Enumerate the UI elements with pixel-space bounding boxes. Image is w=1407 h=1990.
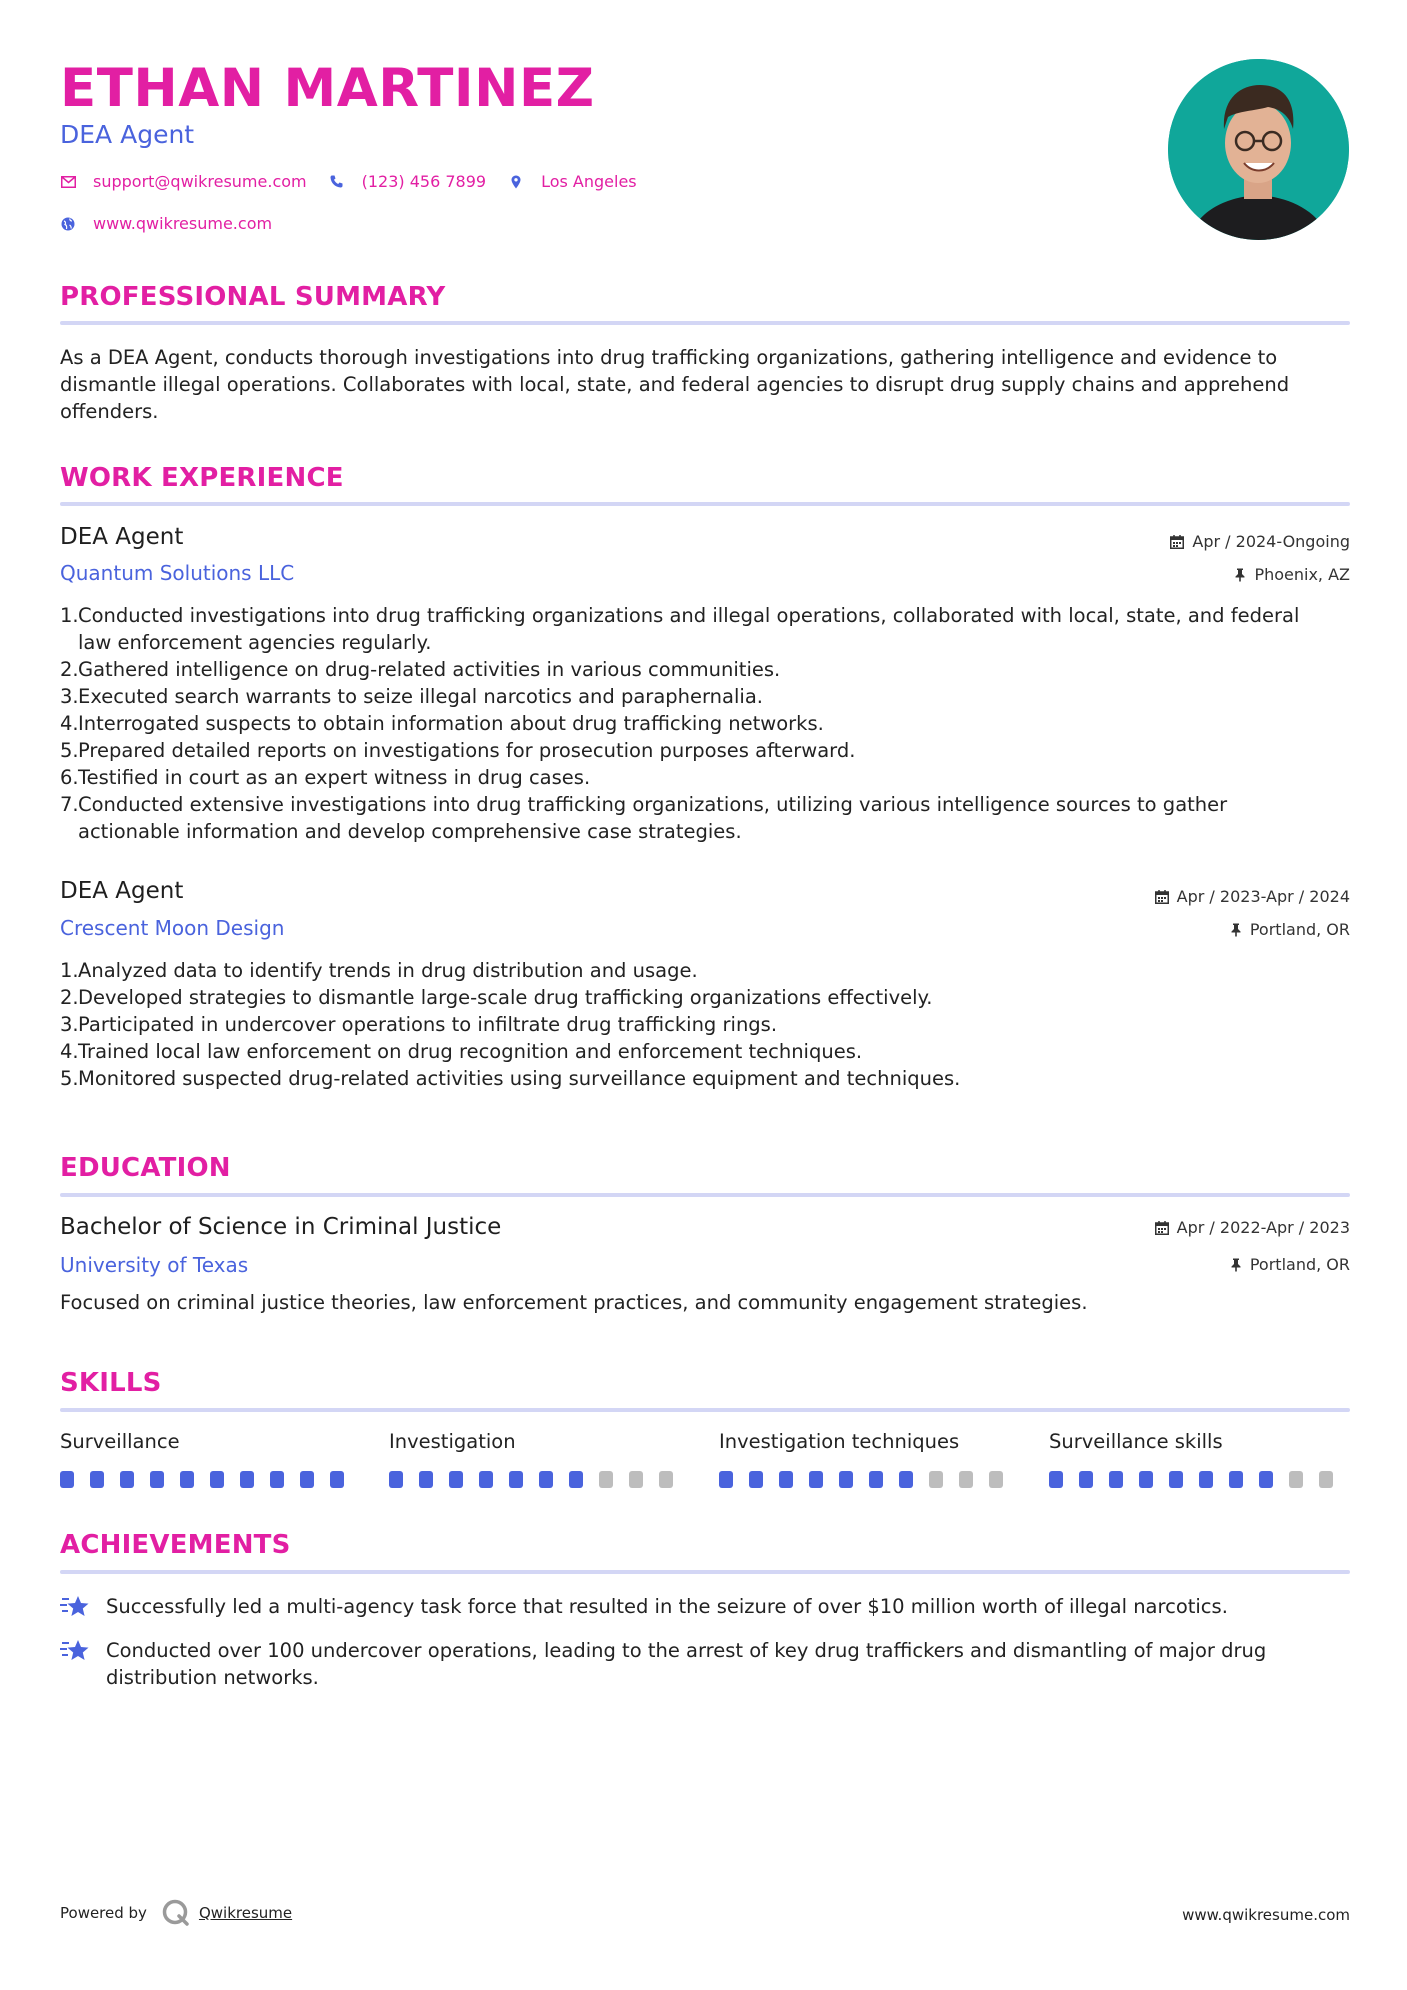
skill-level-dot — [989, 1471, 1003, 1488]
skill-level-dot — [749, 1471, 763, 1488]
candidate-title: DEA Agent — [60, 120, 195, 149]
star-icon — [60, 1593, 92, 1620]
skill-level-dot — [1259, 1471, 1273, 1488]
list-item: 5. Monitored suspected drug-related activities using surveillance equipment and techniques. — [60, 1067, 961, 1090]
skill-level-dot — [929, 1471, 943, 1488]
pushpin-icon — [1230, 923, 1242, 937]
skill-level-dot — [1199, 1471, 1213, 1488]
skill-level-dot — [210, 1471, 224, 1488]
skill-level-dot — [419, 1471, 433, 1488]
skill-level-dot — [899, 1471, 913, 1488]
contact-location — [508, 172, 637, 191]
skill-level-meter — [389, 1471, 689, 1488]
contact-email[interactable] — [60, 172, 307, 191]
skill-item — [719, 1430, 1019, 1488]
footer-powered-by — [60, 1898, 292, 1928]
job-dates-text: Apr / 2023-Apr / 2024 — [1176, 887, 1350, 906]
powered-by-label: Powered by — [60, 1904, 147, 1922]
skill-level-dot — [1169, 1471, 1183, 1488]
achievements-heading: ACHIEVEMENTS — [60, 1530, 291, 1560]
skill-level-dot — [90, 1471, 104, 1488]
calendar-icon — [1170, 535, 1184, 549]
degree-title: Bachelor of Science in Criminal Justice — [60, 1214, 502, 1240]
contact-website[interactable] — [60, 214, 272, 233]
email-text: support@qwikresume.com — [93, 172, 307, 191]
education-dates — [1155, 1218, 1350, 1237]
skill-level-meter — [60, 1471, 360, 1488]
summary-heading: PROFESSIONAL SUMMARY — [60, 282, 446, 312]
skill-level-dot — [120, 1471, 134, 1488]
company-name: Crescent Moon Design — [60, 916, 285, 940]
skill-level-dot — [60, 1471, 74, 1488]
skill-name: Investigation techniques — [719, 1430, 960, 1453]
skill-level-dot — [1229, 1471, 1243, 1488]
skills-heading: SKILLS — [60, 1368, 162, 1398]
section-divider — [60, 1570, 1350, 1574]
skill-level-dot — [1079, 1471, 1093, 1488]
achievement-text: Conducted over 100 undercover operations, leading to the arrest of key drug traffickers and dismantling of major drug distribution networks. — [106, 1639, 1267, 1689]
skill-level-dot — [389, 1471, 403, 1488]
skill-level-dot — [539, 1471, 553, 1488]
list-item: 4. Trained local law enforcement on drug recognition and enforcement techniques. — [60, 1040, 863, 1063]
list-item: 3. Participated in undercover operations to infiltrate drug trafficking rings. — [60, 1013, 778, 1036]
skill-name: Surveillance skills — [1049, 1430, 1223, 1453]
job-location-text: Portland, OR — [1249, 920, 1350, 939]
section-divider — [60, 321, 1350, 325]
experience-heading: WORK EXPERIENCE — [60, 463, 344, 493]
location-text: Los Angeles — [541, 172, 637, 191]
skill-level-meter — [1049, 1471, 1349, 1488]
list-item: 7. Conducted extensive investigations into drug trafficking organizations, utilizing various intelligence sources to gather actionable information and develop comprehensive case strategies. — [60, 793, 1228, 843]
skill-item — [60, 1430, 360, 1488]
skill-level-dot — [719, 1471, 733, 1488]
education-location — [1230, 1255, 1350, 1274]
skill-level-dot — [959, 1471, 973, 1488]
skill-level-dot — [330, 1471, 344, 1488]
contact-row — [60, 172, 659, 191]
skill-level-dot — [779, 1471, 793, 1488]
skill-level-dot — [270, 1471, 284, 1488]
job-dates — [1155, 887, 1350, 906]
school-name: University of Texas — [60, 1253, 249, 1277]
contact-phone[interactable] — [329, 172, 486, 191]
achievement-text: Successfully led a multi-agency task force that resulted in the seizure of over $10 million worth of illegal narcotics. — [106, 1595, 1228, 1618]
star-icon — [60, 1637, 92, 1664]
globe-icon — [60, 216, 76, 232]
skill-level-dot — [809, 1471, 823, 1488]
education-location-text: Portland, OR — [1249, 1255, 1350, 1274]
candidate-name: ETHAN MARTINEZ — [60, 58, 595, 119]
skill-level-dot — [629, 1471, 643, 1488]
skill-level-dot — [659, 1471, 673, 1488]
skill-level-dot — [569, 1471, 583, 1488]
skill-item — [1049, 1430, 1349, 1488]
list-item: 5. Prepared detailed reports on investigations for prosecution purposes afterward. — [60, 739, 856, 762]
list-item: 4. Interrogated suspects to obtain information about drug trafficking networks. — [60, 712, 824, 735]
skill-level-dot — [150, 1471, 164, 1488]
skill-level-dot — [839, 1471, 853, 1488]
skill-level-dot — [1049, 1471, 1063, 1488]
skill-level-dot — [240, 1471, 254, 1488]
skill-level-dot — [1319, 1471, 1333, 1488]
skill-level-dot — [479, 1471, 493, 1488]
achievement-item — [60, 1637, 1350, 1691]
skill-level-dot — [1139, 1471, 1153, 1488]
envelope-icon — [60, 174, 76, 190]
phone-text: (123) 456 7899 — [361, 172, 487, 191]
qwikresume-logo-icon — [161, 1898, 191, 1928]
job-dates — [1170, 532, 1350, 551]
list-item: 2. Developed strategies to dismantle large-scale drug trafficking organizations effectively. — [60, 986, 933, 1009]
job-location — [1230, 920, 1350, 939]
website-text: www.qwikresume.com — [93, 214, 273, 233]
job-title: DEA Agent — [60, 524, 184, 550]
job-location-text: Phoenix, AZ — [1254, 565, 1350, 584]
company-name: Quantum Solutions LLC — [60, 561, 295, 585]
section-divider — [60, 502, 1350, 506]
education-dates-text: Apr / 2022-Apr / 2023 — [1176, 1218, 1350, 1237]
skill-level-meter — [719, 1471, 1019, 1488]
list-item: 1. Conducted investigations into drug trafficking organizations and illegal operations, collaborated with local, state, and federal law enforcement agencies regularly. — [60, 604, 1300, 654]
skill-level-dot — [180, 1471, 194, 1488]
skill-item — [389, 1430, 689, 1488]
map-pin-icon — [508, 174, 524, 190]
profile-photo — [1168, 59, 1349, 240]
skill-level-dot — [869, 1471, 883, 1488]
skill-level-dot — [300, 1471, 314, 1488]
list-item: 1. Analyzed data to identify trends in drug distribution and usage. — [60, 959, 698, 982]
skill-level-dot — [1109, 1471, 1123, 1488]
qwikresume-link[interactable]: Qwikresume — [198, 1904, 293, 1922]
skill-level-dot — [449, 1471, 463, 1488]
pushpin-icon — [1234, 568, 1246, 582]
calendar-icon — [1155, 890, 1169, 904]
section-divider — [60, 1408, 1350, 1412]
summary-text: As a DEA Agent, conducts thorough investigations into drug trafficking organizations, gathering intelligence and evidence to dismantle illegal operations. Collaborates with local, state, and federal agencies to disrupt drug supply chains and apprehend offenders. — [60, 346, 1290, 423]
phone-icon — [329, 174, 345, 190]
education-heading: EDUCATION — [60, 1153, 231, 1183]
job-location — [1234, 565, 1350, 584]
skill-level-dot — [599, 1471, 613, 1488]
skill-level-dot — [509, 1471, 523, 1488]
pushpin-icon — [1230, 1258, 1242, 1272]
skill-level-dot — [1289, 1471, 1303, 1488]
section-divider — [60, 1193, 1350, 1197]
list-item: 2. Gathered intelligence on drug-related activities in various communities. — [60, 658, 781, 681]
job-bullets — [60, 957, 1310, 1092]
achievement-item — [60, 1593, 1350, 1620]
education-description: Focused on criminal justice theories, law enforcement practices, and community engagement strategies. — [60, 1291, 1088, 1314]
contact-row-2 — [60, 214, 294, 233]
job-title: DEA Agent — [60, 878, 184, 904]
list-item: 3. Executed search warrants to seize illegal narcotics and paraphernalia. — [60, 685, 763, 708]
footer-site-link[interactable]: www.qwikresume.com — [1182, 1906, 1350, 1924]
job-bullets — [60, 602, 1310, 845]
skill-name: Surveillance — [60, 1430, 180, 1453]
list-item: 6. Testified in court as an expert witness in drug cases. — [60, 766, 591, 789]
skill-name: Investigation — [389, 1430, 516, 1453]
job-dates-text: Apr / 2024-Ongoing — [1192, 532, 1350, 551]
calendar-icon — [1155, 1221, 1169, 1235]
